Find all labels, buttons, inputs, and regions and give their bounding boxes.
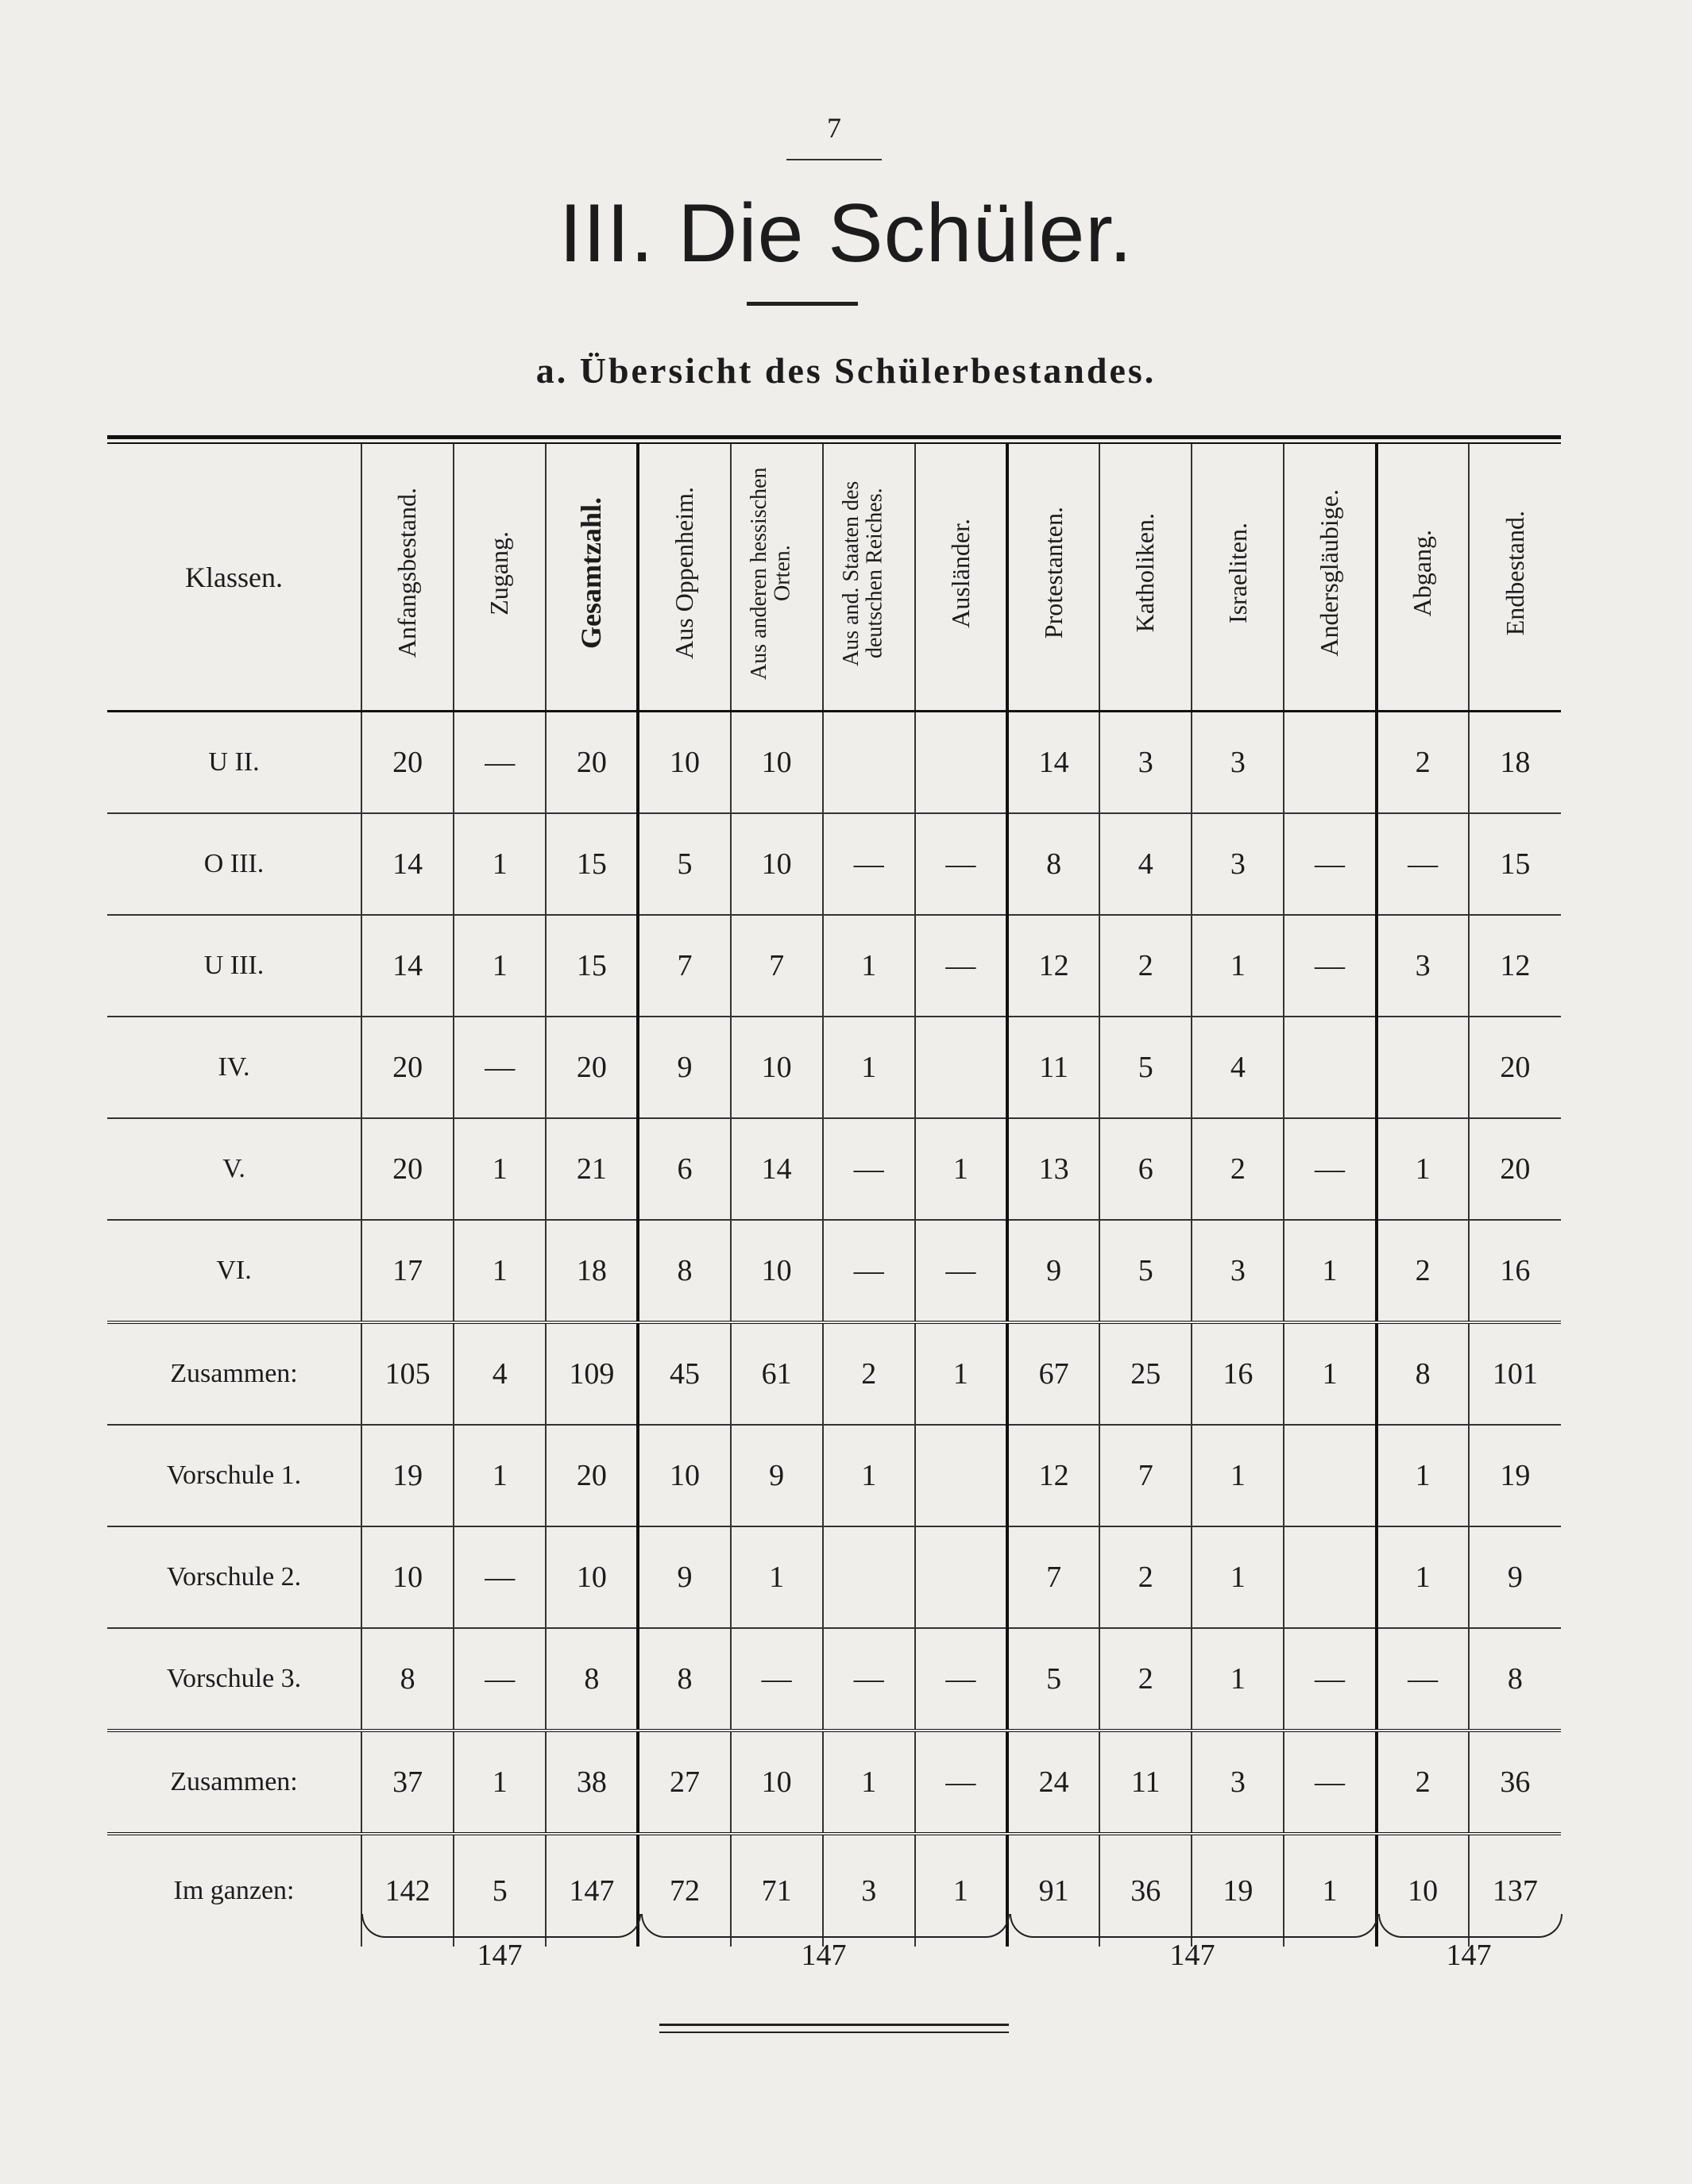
table-cell: 5 xyxy=(1007,1628,1099,1731)
table-cell: 19 xyxy=(361,1425,454,1526)
table-cell: 1 xyxy=(1192,1526,1284,1628)
table-cell: 8 xyxy=(638,1220,730,1322)
table-cell: 9 xyxy=(638,1526,730,1628)
row-label: U III. xyxy=(107,915,361,1017)
table-cell xyxy=(915,712,1007,814)
table-cell: — xyxy=(915,1628,1007,1731)
table-cell: 1 xyxy=(1284,1322,1376,1425)
table-cell: 20 xyxy=(1469,1017,1561,1118)
table-cell: — xyxy=(1284,1118,1376,1220)
header-col xyxy=(454,444,546,712)
table-cell xyxy=(1284,1425,1376,1526)
table-cell: — xyxy=(915,915,1007,1017)
header-label: Aus anderen hessischen Orten. xyxy=(746,466,795,680)
table-cell: 10 xyxy=(546,1526,638,1628)
row-label: Zusammen: xyxy=(107,1731,361,1834)
table-cell: 36 xyxy=(1099,1834,1192,1947)
table-cell xyxy=(1284,1017,1376,1118)
table-row xyxy=(107,1731,1561,1834)
table-cell: 3 xyxy=(823,1834,915,1947)
table-row xyxy=(107,915,1561,1017)
brace-total-1: 147 xyxy=(477,1939,523,1972)
table-cell: 10 xyxy=(731,1017,823,1118)
table-cell: 7 xyxy=(638,915,730,1017)
table-cell: 2 xyxy=(1377,1731,1469,1834)
table-cell: 5 xyxy=(1099,1220,1192,1322)
table-cell: 11 xyxy=(1099,1731,1192,1834)
table-cell: 2 xyxy=(1099,915,1192,1017)
page-number: 7 xyxy=(827,112,841,144)
table-cell: — xyxy=(915,813,1007,915)
table-cell: 1 xyxy=(454,1220,546,1322)
table-cell: 45 xyxy=(638,1322,730,1425)
table-cell: 1 xyxy=(1284,1220,1376,1322)
table-cell: 2 xyxy=(1377,1220,1469,1322)
header-label: Endbestand. xyxy=(1500,510,1529,636)
table-cell: 1 xyxy=(454,1118,546,1220)
table-cell: 71 xyxy=(731,1834,823,1947)
bottom-rule-thin xyxy=(659,2032,1009,2033)
table-cell xyxy=(823,712,915,814)
table-cell: 1 xyxy=(1377,1118,1469,1220)
header-label: Aus Oppenheim. xyxy=(670,487,699,659)
table-cell: 12 xyxy=(1007,915,1099,1017)
table-cell: — xyxy=(1284,1731,1376,1834)
table-cell: 20 xyxy=(546,1017,638,1118)
table-cell: 15 xyxy=(1469,813,1561,915)
table-cell: 8 xyxy=(1007,813,1099,915)
table-cell xyxy=(823,1526,915,1628)
table-cell: 7 xyxy=(1007,1526,1099,1628)
header-col xyxy=(823,444,915,712)
table-cell: 1 xyxy=(823,1425,915,1526)
table-cell: 91 xyxy=(1007,1834,1099,1947)
table-cell: 1 xyxy=(823,915,915,1017)
table-cell: 18 xyxy=(546,1220,638,1322)
header-col xyxy=(1192,444,1284,712)
table-cell xyxy=(1284,1526,1376,1628)
table-cell: 20 xyxy=(361,1017,454,1118)
header-col xyxy=(638,444,730,712)
table-cell: 137 xyxy=(1469,1834,1561,1947)
table-cell: — xyxy=(1284,1628,1376,1731)
header-col xyxy=(546,444,638,712)
table-cell: 9 xyxy=(1469,1526,1561,1628)
student-table xyxy=(107,444,1561,1947)
table-cell: 19 xyxy=(1192,1834,1284,1947)
table-cell: 2 xyxy=(1192,1118,1284,1220)
table-cell: — xyxy=(454,712,546,814)
table-cell: 2 xyxy=(1099,1526,1192,1628)
table-row xyxy=(107,1220,1561,1322)
table-cell: 12 xyxy=(1007,1425,1099,1526)
brace-group-3 xyxy=(1010,1914,1378,1938)
table-cell: 1 xyxy=(454,813,546,915)
table-cell: 147 xyxy=(546,1834,638,1947)
table-cell: 8 xyxy=(1469,1628,1561,1731)
table-cell: 15 xyxy=(546,813,638,915)
bottom-rule xyxy=(659,2024,1009,2026)
table-cell: 27 xyxy=(638,1731,730,1834)
header-col xyxy=(1007,444,1099,712)
table-row xyxy=(107,1118,1561,1220)
table-cell: 4 xyxy=(1192,1017,1284,1118)
table-cell: 109 xyxy=(546,1322,638,1425)
table-cell: 37 xyxy=(361,1731,454,1834)
table-top-rule xyxy=(107,435,1561,439)
header-label: Andersgläubige. xyxy=(1315,489,1344,657)
table-row xyxy=(107,1017,1561,1118)
table-cell: 8 xyxy=(546,1628,638,1731)
table-cell: 10 xyxy=(731,1220,823,1322)
table-cell: 6 xyxy=(1099,1118,1192,1220)
brace-total-2: 147 xyxy=(801,1939,847,1972)
table-cell: 142 xyxy=(361,1834,454,1947)
table-cell: — xyxy=(823,1628,915,1731)
table-cell: 1 xyxy=(1192,1628,1284,1731)
table-cell: 1 xyxy=(454,1425,546,1526)
table-cell: 1 xyxy=(823,1017,915,1118)
table-cell: 15 xyxy=(546,915,638,1017)
table-cell: — xyxy=(823,1220,915,1322)
table-cell: — xyxy=(731,1628,823,1731)
table-cell: 1 xyxy=(1192,1425,1284,1526)
brace-totals xyxy=(107,1914,1561,2009)
table-cell xyxy=(915,1017,1007,1118)
table-cell: 3 xyxy=(1377,915,1469,1017)
table-cell: 10 xyxy=(731,813,823,915)
table-row xyxy=(107,1628,1561,1731)
student-table-container xyxy=(107,435,1561,1947)
table-cell: 16 xyxy=(1469,1220,1561,1322)
header-label: Ausländer. xyxy=(945,518,975,628)
table-cell: 5 xyxy=(638,813,730,915)
header-col xyxy=(731,444,823,712)
row-label: Vorschule 1. xyxy=(107,1425,361,1526)
table-cell: 101 xyxy=(1469,1322,1561,1425)
table-cell: 3 xyxy=(1192,1220,1284,1322)
table-cell: 9 xyxy=(731,1425,823,1526)
brace-group-2 xyxy=(641,1914,1010,1938)
header-label: Aus and. Staaten des deutschen Reiches. xyxy=(838,480,887,666)
table-cell: 20 xyxy=(546,712,638,814)
table-cell: 14 xyxy=(361,915,454,1017)
table-cell: 1 xyxy=(1377,1526,1469,1628)
header-label: Protestanten. xyxy=(1038,507,1068,639)
table-cell: 5 xyxy=(454,1834,546,1947)
table-cell: — xyxy=(823,1118,915,1220)
table-cell: 14 xyxy=(1007,712,1099,814)
row-label: V. xyxy=(107,1118,361,1220)
page-number-rule xyxy=(786,159,882,160)
table-cell: 105 xyxy=(361,1322,454,1425)
table-cell: 10 xyxy=(731,712,823,814)
table-cell: 1 xyxy=(1284,1834,1376,1947)
title-rule xyxy=(747,302,858,306)
table-cell: 13 xyxy=(1007,1118,1099,1220)
table-cell: 36 xyxy=(1469,1731,1561,1834)
table-cell: — xyxy=(1377,1628,1469,1731)
header-col xyxy=(361,444,454,712)
table-cell: 10 xyxy=(731,1731,823,1834)
table-cell: 2 xyxy=(1099,1628,1192,1731)
table-cell: 18 xyxy=(1469,712,1561,814)
header-col xyxy=(1099,444,1192,712)
row-label: O III. xyxy=(107,813,361,915)
row-label: Vorschule 3. xyxy=(107,1628,361,1731)
header-col xyxy=(1469,444,1561,712)
table-header-row xyxy=(107,444,1561,712)
table-cell xyxy=(1284,712,1376,814)
table-cell: — xyxy=(915,1220,1007,1322)
header-label: Zugang. xyxy=(485,531,514,615)
table-cell: — xyxy=(1377,813,1469,915)
table-cell: 72 xyxy=(638,1834,730,1947)
brace-total-4: 147 xyxy=(1446,1939,1492,1972)
table-cell: 38 xyxy=(546,1731,638,1834)
table-cell xyxy=(1377,1017,1469,1118)
table-cell: 1 xyxy=(454,1731,546,1834)
table-cell: — xyxy=(1284,813,1376,915)
table-cell: 2 xyxy=(1377,712,1469,814)
table-cell: 9 xyxy=(1007,1220,1099,1322)
header-col xyxy=(1377,444,1469,712)
table-row xyxy=(107,1425,1561,1526)
table-cell: 3 xyxy=(1192,712,1284,814)
table-body xyxy=(107,712,1561,1947)
header-classes: Klassen. xyxy=(107,444,361,712)
table-cell: 10 xyxy=(638,712,730,814)
table-cell: — xyxy=(454,1628,546,1731)
table-cell: 10 xyxy=(638,1425,730,1526)
table-cell: 24 xyxy=(1007,1731,1099,1834)
page-title: III. Die Schüler. xyxy=(558,187,1134,280)
table-cell: 10 xyxy=(1377,1834,1469,1947)
table-cell: 21 xyxy=(546,1118,638,1220)
section-subtitle: a. Übersicht des Schülerbestandes. xyxy=(535,350,1157,391)
table-row xyxy=(107,813,1561,915)
table-cell: 7 xyxy=(731,915,823,1017)
table-cell: 10 xyxy=(361,1526,454,1628)
table-cell: 2 xyxy=(823,1322,915,1425)
table-cell: 3 xyxy=(1099,712,1192,814)
table-cell: 7 xyxy=(1099,1425,1192,1526)
header-label: Israeliten. xyxy=(1223,522,1252,624)
table-cell: 12 xyxy=(1469,915,1561,1017)
table-cell: — xyxy=(454,1017,546,1118)
table-cell: 20 xyxy=(1469,1118,1561,1220)
table-cell: 1 xyxy=(823,1731,915,1834)
row-label: Zusammen: xyxy=(107,1322,361,1425)
row-label: VI. xyxy=(107,1220,361,1322)
table-cell: 1 xyxy=(915,1118,1007,1220)
table-cell: — xyxy=(454,1526,546,1628)
table-cell: 8 xyxy=(638,1628,730,1731)
table-cell: 4 xyxy=(1099,813,1192,915)
table-cell: 16 xyxy=(1192,1322,1284,1425)
table-cell: 5 xyxy=(1099,1017,1192,1118)
table-cell: 9 xyxy=(638,1017,730,1118)
table-cell: 3 xyxy=(1192,1731,1284,1834)
table-cell: 1 xyxy=(915,1834,1007,1947)
table-cell: — xyxy=(915,1731,1007,1834)
table-row xyxy=(107,1322,1561,1425)
table-cell: 14 xyxy=(361,813,454,915)
table-cell: 4 xyxy=(454,1322,546,1425)
table-cell: 17 xyxy=(361,1220,454,1322)
header-label: Abgang. xyxy=(1408,529,1437,617)
table-cell: 67 xyxy=(1007,1322,1099,1425)
table-cell: 20 xyxy=(361,1118,454,1220)
brace-group-1 xyxy=(361,1914,641,1938)
table-row xyxy=(107,1526,1561,1628)
table-cell: 1 xyxy=(915,1322,1007,1425)
brace-total-3: 147 xyxy=(1169,1939,1215,1972)
table-cell: 20 xyxy=(361,712,454,814)
table-cell: 19 xyxy=(1469,1425,1561,1526)
row-label: Im ganzen: xyxy=(107,1834,361,1947)
table-cell: 20 xyxy=(546,1425,638,1526)
table-cell: 1 xyxy=(1377,1425,1469,1526)
row-label: IV. xyxy=(107,1017,361,1118)
header-label: Anfangsbestand. xyxy=(392,488,422,658)
header-label: Gesamtzahl. xyxy=(574,497,607,649)
table-cell: 14 xyxy=(731,1118,823,1220)
table-cell: 8 xyxy=(1377,1322,1469,1425)
table-cell: 6 xyxy=(638,1118,730,1220)
table-cell xyxy=(915,1526,1007,1628)
header-col xyxy=(1284,444,1376,712)
row-label: U II. xyxy=(107,712,361,814)
row-label: Vorschule 2. xyxy=(107,1526,361,1628)
table-cell: 1 xyxy=(454,915,546,1017)
table-cell: 1 xyxy=(1192,915,1284,1017)
table-cell: 25 xyxy=(1099,1322,1192,1425)
header-label: Katholiken. xyxy=(1130,513,1160,633)
table-cell: 11 xyxy=(1007,1017,1099,1118)
table-row xyxy=(107,712,1561,814)
table-cell: — xyxy=(1284,915,1376,1017)
table-cell xyxy=(915,1425,1007,1526)
header-col xyxy=(915,444,1007,712)
table-cell: 61 xyxy=(731,1322,823,1425)
table-cell: 1 xyxy=(731,1526,823,1628)
table-cell: 8 xyxy=(361,1628,454,1731)
brace-group-4 xyxy=(1378,1914,1563,1938)
table-cell: — xyxy=(823,813,915,915)
table-cell: 3 xyxy=(1192,813,1284,915)
